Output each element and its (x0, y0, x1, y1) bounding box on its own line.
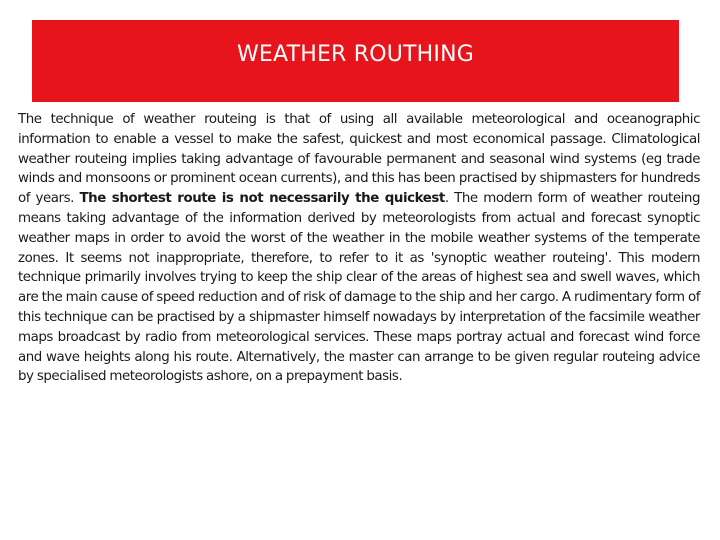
slide-title: WEATHER ROUTHING (236, 41, 475, 67)
body-text-emphasis: The shortest route is not necessarily the quickest (79, 191, 445, 207)
title-banner (32, 20, 679, 102)
body-text-part1: The technique of weather routeing is that of using all available meteorological and oceanographic information to enable a vessel to make the safest, quickest and most economical passage. Climatological weather routeing implies taking advantage of favourable permanent and seasonal wind systems (eg trade winds and monsoons or prominent ocean currents), and this has been practised by shipmasters for hundreds of years. (18, 112, 700, 207)
body-paragraph (18, 110, 700, 520)
body-text-part2: . The modern form of weather routeing means taking advantage of the information derived by meteorologists from actual and forecast synoptic weather maps in order to avoid the worst of the weather in the mobile weather systems of the temperate zones. It seems not inappropriate, therefore, to refer to it as 'synoptic weather routeing'. This modern technique primarily involves trying to keep the ship clear of the areas of highest sea and swell waves, which are the main cause of speed reduction and of risk of damage to the ship and her cargo. A rudimentary form of this technique can be practised by a shipmaster himself nowadays by interpretation of the facsimile weather maps broadcast by radio from meteorological services. These maps portray actual and forecast wind force and wave heights along his route. Alternatively, the master can arrange to be given regular routeing advice by specialised meteorologists ashore, on a prepayment basis. (18, 191, 701, 385)
